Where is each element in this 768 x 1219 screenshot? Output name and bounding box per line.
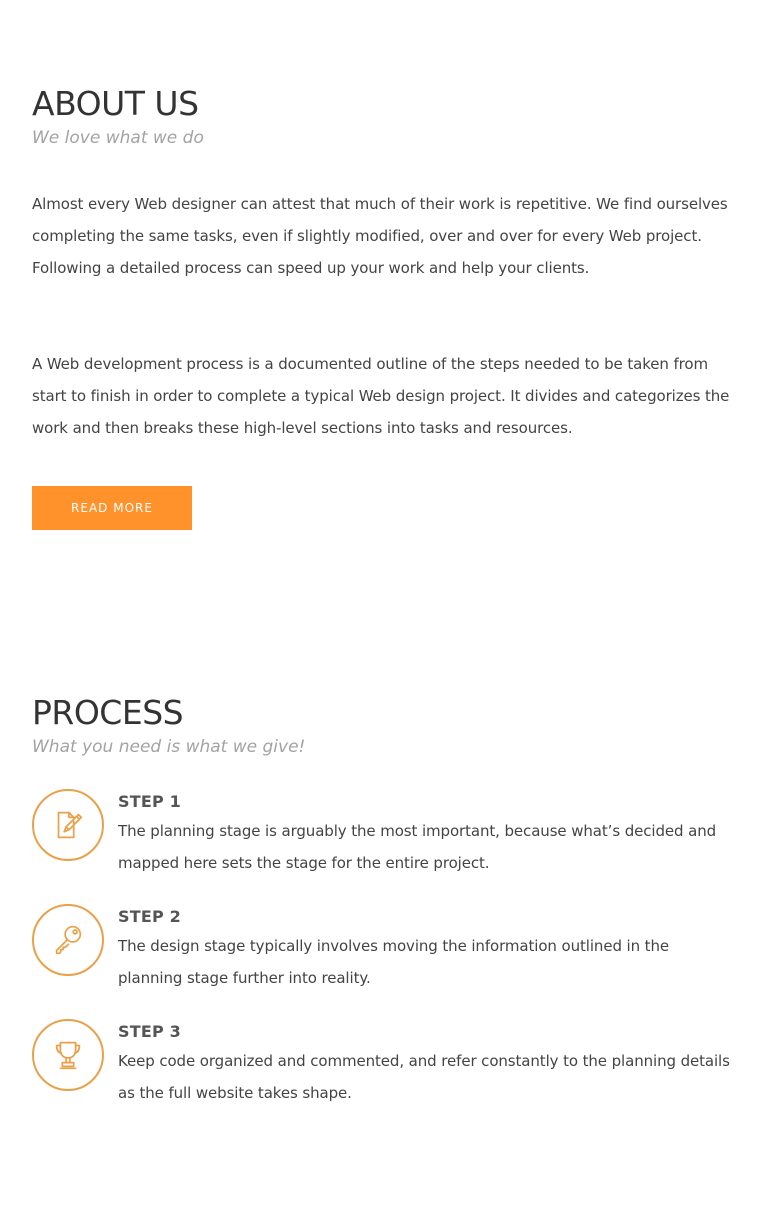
about-section <box>32 82 736 530</box>
process-title: PROCESS <box>32 693 184 732</box>
step-description: The design stage typically involves moving the information outlined in the planning stage further into reality. <box>118 937 669 987</box>
read-more-button[interactable]: READ MORE <box>32 486 192 530</box>
process-section <box>32 691 736 1134</box>
process-subtitle: What you need is what we give! <box>32 737 306 757</box>
step-title: STEP 2 <box>118 907 181 926</box>
process-step <box>32 1019 736 1109</box>
about-title: ABOUT US <box>32 84 199 123</box>
step-description: Keep code organized and commented, and refer constantly to the planning details as the full website takes shape. <box>118 1052 730 1102</box>
key-icon <box>32 904 104 976</box>
about-paragraph: Almost every Web designer can attest that much of their work is repetitive. We find ourselves completing the same tasks, even if slightly modified, over and over for every Web project. Following a detailed process can speed up your work and help your clients. <box>32 195 728 277</box>
step-title: STEP 1 <box>118 792 181 811</box>
about-paragraph: A Web development process is a documented outline of the steps needed to be taken from start to finish in order to complete a typical Web design project. It divides and categorizes the work and then breaks these high-level sections into tasks and resources. <box>32 355 730 437</box>
process-step <box>32 789 736 879</box>
step-description: The planning stage is arguably the most important, because what’s decided and mapped here sets the stage for the entire project. <box>118 822 717 872</box>
edit-document-icon <box>32 789 104 861</box>
trophy-icon <box>32 1019 104 1091</box>
process-step <box>32 904 736 994</box>
about-subtitle: We love what we do <box>32 128 204 148</box>
step-title: STEP 3 <box>118 1022 181 1041</box>
process-steps-list <box>32 789 736 1109</box>
